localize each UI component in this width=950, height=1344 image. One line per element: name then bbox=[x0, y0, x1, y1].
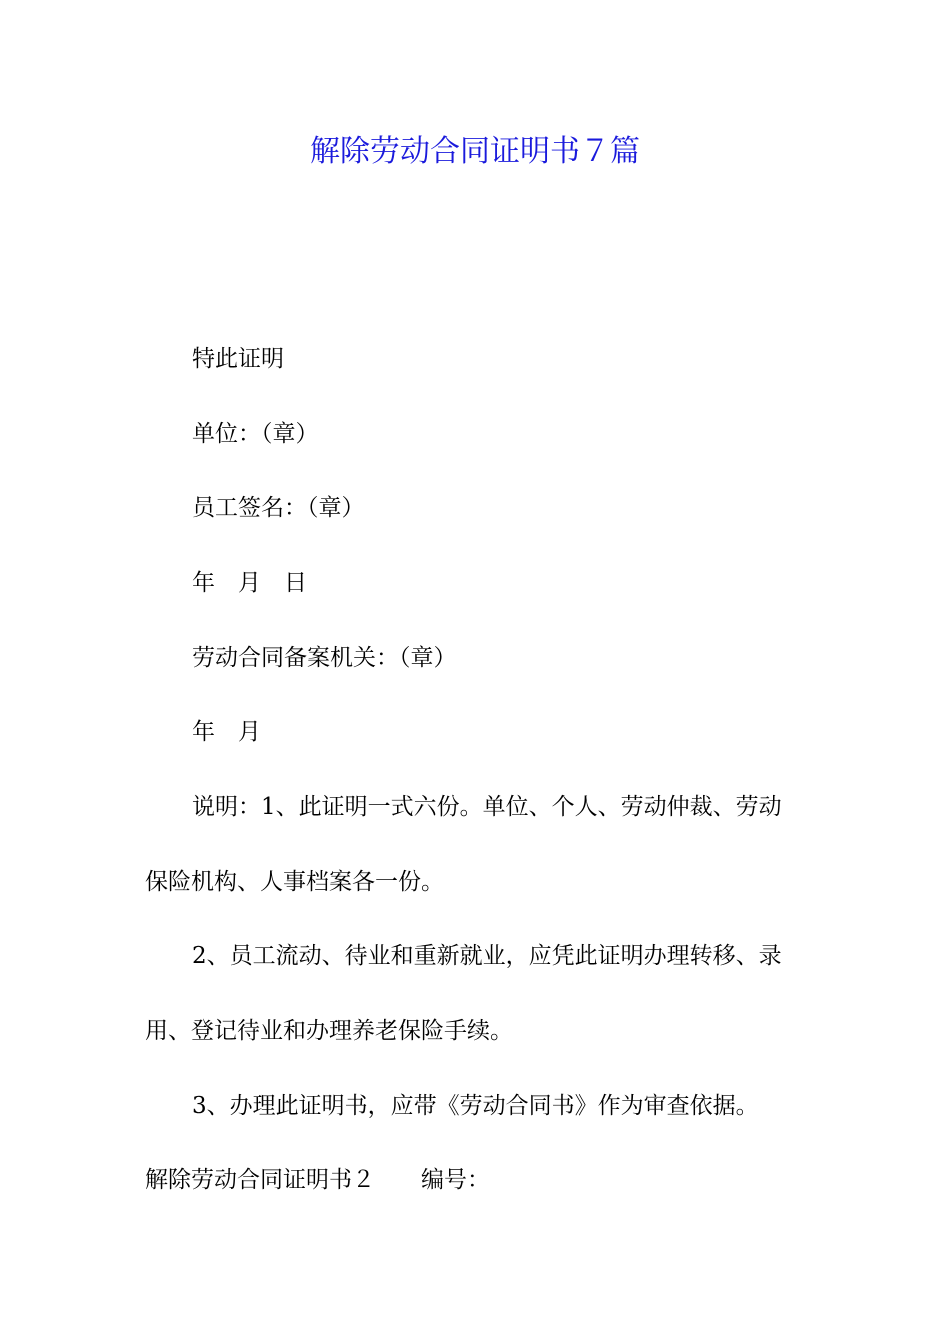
note-item-2-line-2: 用、登记待业和办理养老保险手续。 bbox=[145, 1018, 513, 1044]
note-item-1-line-2: 保险机构、人事档案各一份。 bbox=[145, 869, 444, 895]
document-title: 解除劳动合同证明书７篇 bbox=[310, 134, 640, 169]
section-heading-2 bbox=[145, 1165, 490, 1195]
note-item-3: 3、办理此证明书，应带《劳动合同书》作为审查依据。 bbox=[192, 1093, 759, 1119]
certification-statement: 特此证明 bbox=[192, 346, 284, 372]
note-item-1-line-1: 说明：1、此证明一式六份。单位、个人、劳动仲裁、劳动 bbox=[192, 794, 782, 820]
employee-signature-line: 员工签名：（章） bbox=[192, 495, 365, 521]
filing-authority-seal-line: 劳动合同备案机关：（章） bbox=[192, 645, 457, 671]
section-heading-text: 解除劳动合同证明书２ bbox=[145, 1167, 375, 1193]
filing-date-line: 年 月 bbox=[192, 719, 261, 745]
employer-seal-line: 单位：（章） bbox=[192, 421, 319, 447]
number-label: 编号： bbox=[421, 1167, 490, 1193]
note-item-2-line-1: 2、员工流动、待业和重新就业，应凭此证明办理转移、录 bbox=[192, 943, 782, 969]
date-line: 年 月 日 bbox=[192, 570, 307, 596]
